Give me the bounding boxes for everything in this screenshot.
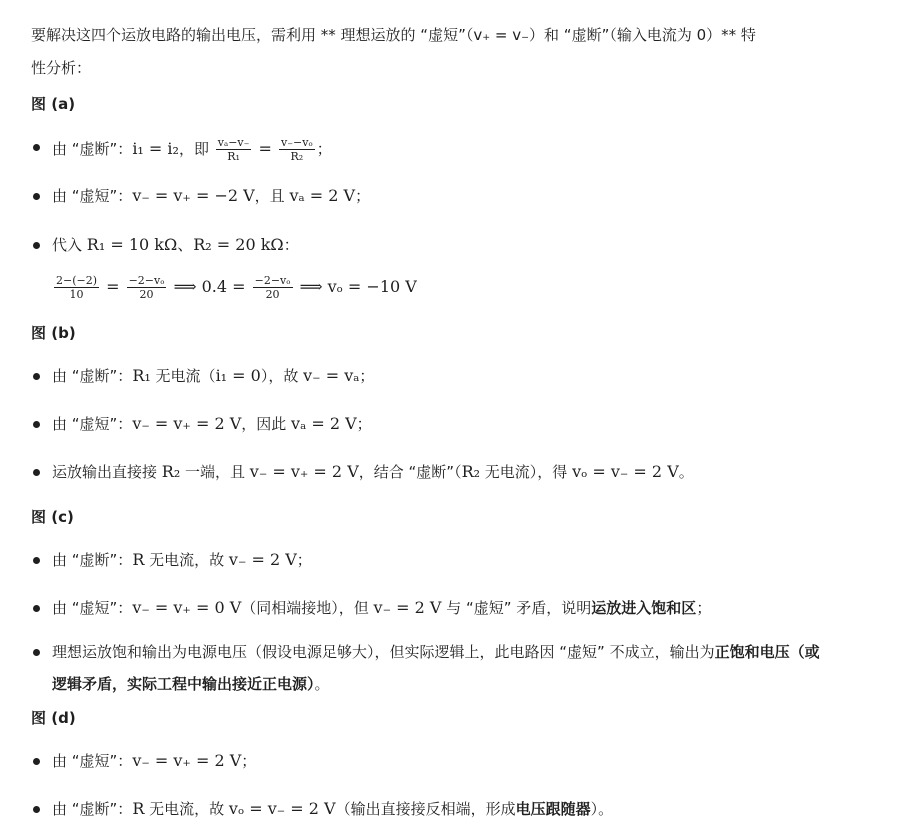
equation-chain [52, 274, 417, 301]
math-expression: ⟹ vₒ = −10 V [294, 277, 417, 296]
item-text: ； [356, 415, 372, 433]
section-heading-c: 图 (c) [31, 508, 74, 526]
fraction-numerator: vₐ−v₋ [217, 136, 250, 149]
item-text: 一端，且 [180, 463, 250, 481]
list-item-a2 [52, 185, 370, 207]
item-text: ），故 [260, 367, 304, 385]
item-text: ）。 [590, 800, 614, 818]
item-text: ； [241, 752, 257, 770]
bullet-dot [33, 649, 40, 656]
list-item-b1 [52, 365, 374, 387]
math-expression: vₐ = 2 V [289, 186, 356, 205]
bold-text: 正饱和电压（或逻辑矛盾，实际工程中输出接近正电源） [52, 643, 820, 693]
item-text: （输出直接接反相端，形成 [335, 800, 516, 818]
math-expression: vₐ = 2 V [291, 414, 357, 433]
math-expression: R₁ = 10 kΩ、R₂ = 20 kΩ [86, 235, 284, 254]
math-expression: = [101, 277, 125, 296]
list-item-d2 [52, 798, 613, 820]
item-text: ，结合 “虚断”（ [358, 463, 462, 481]
item-text: ，因此 [241, 415, 292, 433]
math-expression: v₋ = v₊ = 2 V [132, 414, 242, 433]
item-text: 与 “虚短” 矛盾，说明 [441, 599, 592, 617]
item-text: 由 “虚断”： [52, 800, 133, 818]
bullet-dot [33, 242, 40, 249]
item-text: 由 “虚短”： [52, 599, 133, 617]
fraction-denominator: 20 [265, 288, 280, 301]
item-text: （同相端接地），但 [241, 599, 374, 617]
item-text: 由 “虚断”： [52, 140, 133, 158]
item-text: ； [355, 187, 371, 205]
bullet-dot [33, 469, 40, 476]
list-item-c2 [52, 597, 711, 619]
item-text: ，且 [254, 187, 290, 205]
math-expression: v₋ = v₊ = −2 V [132, 186, 255, 205]
bullet-dot [33, 806, 40, 813]
fraction [253, 274, 293, 301]
bullet-dot [33, 193, 40, 200]
fraction [216, 136, 252, 163]
fraction-denominator: 20 [139, 288, 154, 301]
item-text: 。 [678, 463, 694, 481]
math-expression: v₋ = 2 V [228, 550, 297, 569]
bullet-dot [33, 557, 40, 564]
math-expression: v₋ = v₊ = 0 V [132, 598, 242, 617]
item-text: 无电流，故 [144, 551, 229, 569]
item-text: 。 [314, 675, 330, 693]
math-expression: R [132, 550, 145, 569]
math-expression: i₁ = i₂ [132, 139, 179, 158]
list-item-a3 [52, 234, 299, 256]
math-expression: i₁ = 0 [215, 366, 261, 385]
math-expression: v₋ = vₐ [303, 366, 360, 385]
intro-line-2: 性分析： [31, 59, 92, 77]
math-expression: R₂ [161, 462, 181, 481]
section-heading-d: 图 (d) [31, 709, 76, 727]
math-expression: v₋ = 2 V [373, 598, 442, 617]
math-expression: ⟹ 0.4 = [168, 277, 251, 296]
list-item-d1 [52, 750, 256, 772]
fraction [279, 136, 315, 163]
item-text: ； [696, 599, 712, 617]
math-expression: vₒ = v₋ = 2 V [572, 462, 679, 481]
item-text: 理想运放饱和输出为电源电压（假设电源足够大），但实际逻辑上，此电路因 “虚短” 不成立，输出为 [52, 643, 715, 661]
bullet-dot [33, 421, 40, 428]
math-expression: R [132, 799, 145, 818]
item-text: 无电流），得 [480, 463, 573, 481]
fraction-denominator: R₁ [227, 150, 240, 163]
bullet-dot [33, 605, 40, 612]
fraction-numerator: −2−vₒ [128, 274, 165, 287]
fraction-numerator: −2−vₒ [254, 274, 291, 287]
bullet-dot [33, 373, 40, 380]
item-text: 无电流（ [150, 367, 216, 385]
list-item-a1 [52, 136, 332, 163]
item-text: ： [283, 236, 299, 254]
list-item-b3 [52, 461, 694, 483]
intro-line-1: 要解决这四个运放电路的输出电压，需利用 ** 理想运放的 “虚短”（v₊ = v₋）和 “虚断”（输入电流为 0）** 特 [31, 26, 756, 44]
item-text: ； [316, 140, 332, 158]
math-expression: v₋ = v₊ = 2 V [132, 751, 242, 770]
bullet-dot [33, 758, 40, 765]
section-heading-a: 图 (a) [31, 95, 76, 113]
fraction-denominator: R₂ [290, 150, 304, 163]
item-text: 由 “虚断”： [52, 367, 133, 385]
item-text: 由 “虚短”： [52, 415, 133, 433]
section-heading-b: 图 (b) [31, 324, 76, 342]
item-text: ，即 [178, 140, 214, 158]
item-text: ； [296, 551, 312, 569]
math-expression: R₂ [461, 462, 481, 481]
item-text: 无电流，故 [144, 800, 229, 818]
fraction-denominator: 10 [69, 288, 84, 301]
item-text: 由 “虚短”： [52, 187, 133, 205]
bold-text: 运放进入饱和区 [591, 599, 697, 617]
bullet-dot [33, 144, 40, 151]
math-expression: vₒ = v₋ = 2 V [228, 799, 336, 818]
item-text: 由 “虚短”： [52, 752, 133, 770]
fraction [127, 274, 167, 301]
list-item-c1 [52, 549, 312, 571]
item-text: 代入 [52, 236, 87, 254]
list-item-b2 [52, 413, 372, 435]
fraction-numerator: v₋−vₒ [281, 136, 313, 149]
bold-text: 电压跟随器 [515, 800, 591, 818]
item-text: ； [359, 367, 375, 385]
list-item-c3 [52, 636, 832, 700]
fraction [54, 274, 99, 301]
fraction-numerator: 2−(−2) [56, 274, 98, 287]
math-expression: = [253, 139, 278, 158]
item-text: 运放输出直接接 [52, 463, 162, 481]
math-expression: v₋ = v₊ = 2 V [249, 462, 359, 481]
math-expression: R₁ [132, 366, 151, 385]
item-text: 由 “虚断”： [52, 551, 133, 569]
